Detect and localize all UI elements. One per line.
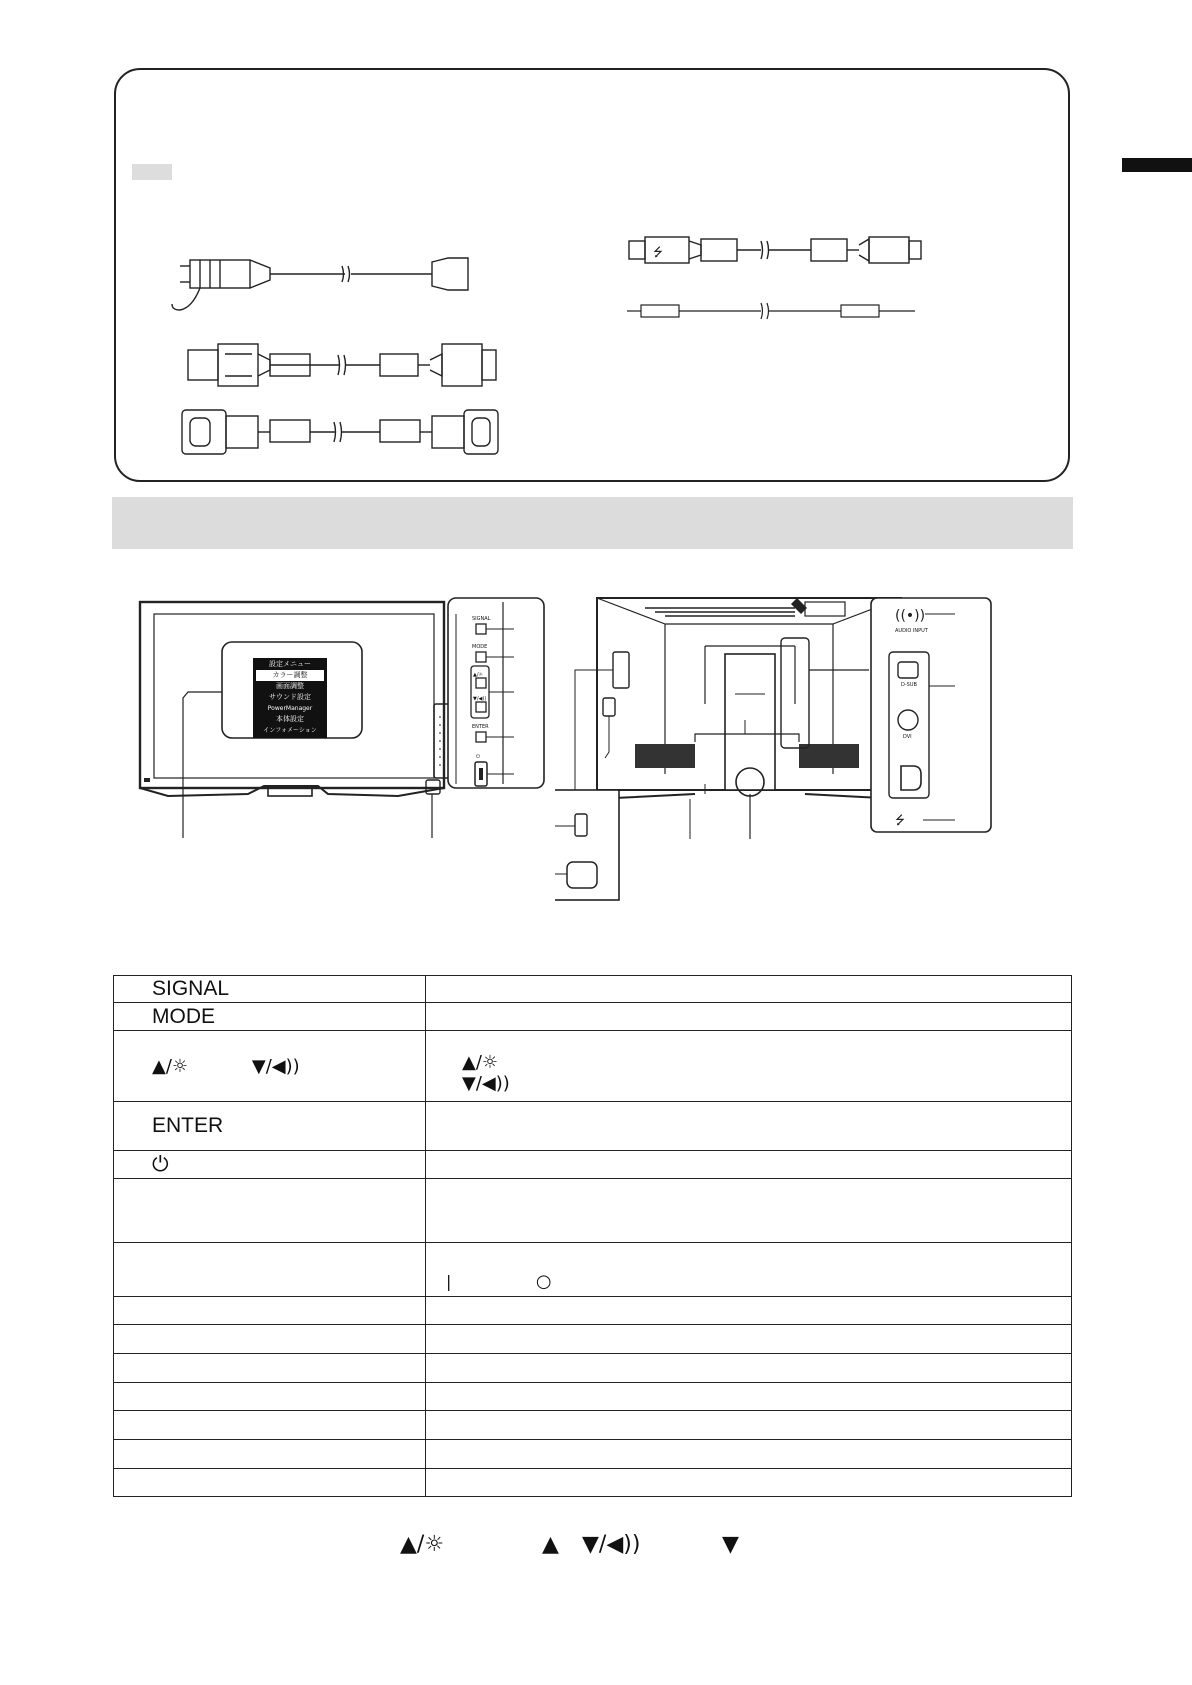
row-desc bbox=[426, 1354, 1072, 1383]
table-row bbox=[114, 1440, 1072, 1469]
dsub-label: D-SUB bbox=[901, 682, 917, 688]
table-row bbox=[114, 1031, 1072, 1102]
row-desc bbox=[426, 1383, 1072, 1411]
row-desc bbox=[426, 1151, 1072, 1179]
osd-menu-item-4[interactable]: 本体設定 bbox=[276, 715, 304, 723]
row-label bbox=[114, 1383, 426, 1411]
table-row bbox=[114, 1354, 1072, 1383]
row-desc bbox=[426, 1179, 1072, 1243]
note-chip bbox=[132, 164, 172, 180]
row-label bbox=[114, 1354, 426, 1383]
signal-cable-dsub-illustration bbox=[188, 344, 496, 386]
parts-table bbox=[113, 975, 1072, 1497]
zoomed-power-panel bbox=[555, 790, 619, 900]
section-header-band bbox=[112, 497, 1073, 549]
row-desc bbox=[426, 1469, 1072, 1497]
audio-cable-illustration bbox=[627, 303, 915, 319]
osd-menu-item-5[interactable]: インフォメーション bbox=[263, 727, 317, 734]
switch-off-symbol: ○ bbox=[535, 1271, 552, 1292]
table-row bbox=[114, 1179, 1072, 1243]
row-desc-arrows bbox=[426, 1031, 1072, 1102]
front-view-diagram bbox=[128, 594, 588, 854]
table-row bbox=[114, 1383, 1072, 1411]
audio-input-label: AUDIO INPUT bbox=[895, 628, 928, 634]
audio-input-icon: ((•)) bbox=[895, 608, 926, 624]
row-desc bbox=[426, 1325, 1072, 1354]
footer-down-symbol: ▼/◀)) bbox=[582, 1532, 641, 1557]
table-row bbox=[114, 1003, 1072, 1031]
rear-view-diagram bbox=[555, 594, 1085, 964]
osd-menu-item-0[interactable]: カラー調整 bbox=[256, 670, 324, 681]
up-brightness-symbol: ▲/☼ bbox=[152, 1056, 189, 1077]
switch-on-symbol: | bbox=[446, 1272, 452, 1291]
row-label bbox=[114, 1440, 426, 1469]
desc-down-symbol: ▼/◀)) bbox=[462, 1073, 510, 1094]
row-label-power: ⏻ bbox=[114, 1151, 426, 1179]
signal-button-label: SIGNAL bbox=[472, 616, 491, 622]
power-button-label: ⏻ bbox=[476, 754, 480, 760]
footer-up-arrow: ▲ bbox=[542, 1532, 559, 1557]
table-row bbox=[114, 1297, 1072, 1325]
osd-menu bbox=[253, 658, 327, 738]
table-row bbox=[114, 1102, 1072, 1151]
row-desc bbox=[426, 976, 1072, 1003]
row-label: SIGNAL bbox=[114, 976, 426, 1003]
up-button-label: ▲/☼ bbox=[473, 672, 484, 678]
power-cord-illustration bbox=[172, 258, 468, 310]
mode-button-label: MODE bbox=[472, 644, 488, 650]
row-label bbox=[114, 1411, 426, 1440]
row-label bbox=[114, 1243, 426, 1297]
row-desc bbox=[426, 1003, 1072, 1031]
table-row bbox=[114, 1325, 1072, 1354]
osd-menu-title: 設定メニュー bbox=[269, 660, 311, 668]
row-label bbox=[114, 1297, 426, 1325]
osd-menu-item-1[interactable]: 画面調整 bbox=[276, 682, 304, 690]
desc-up-symbol: ▲/☼ bbox=[462, 1052, 499, 1073]
row-label: ENTER bbox=[114, 1102, 426, 1151]
cable-illustrations-left bbox=[170, 230, 500, 480]
row-desc bbox=[426, 1297, 1072, 1325]
row-desc bbox=[426, 1102, 1072, 1151]
osd-menu-item-2[interactable]: サウンド設定 bbox=[269, 693, 311, 701]
table-row bbox=[114, 1151, 1072, 1179]
down-button-label: ▼/◀)) bbox=[473, 696, 487, 702]
footer-down-arrow: ▼ bbox=[722, 1532, 739, 1557]
dvi-label: DVI bbox=[903, 734, 912, 740]
stand bbox=[725, 654, 775, 790]
row-label bbox=[114, 1469, 426, 1497]
footer-up-symbol: ▲/☼ bbox=[400, 1532, 445, 1557]
usb-icon: ⭍ bbox=[895, 813, 905, 827]
signal-cable-dvi-illustration bbox=[182, 410, 498, 454]
row-desc-switch bbox=[426, 1243, 1072, 1297]
row-label: MODE bbox=[114, 1003, 426, 1031]
usb-cable-illustration bbox=[629, 237, 921, 263]
down-volume-symbol: ▼/◀)) bbox=[251, 1056, 300, 1077]
row-label bbox=[114, 1325, 426, 1354]
enter-button-label: ENTER bbox=[472, 724, 489, 730]
zoomed-button-panel bbox=[448, 598, 544, 788]
table-row bbox=[114, 1469, 1072, 1497]
table-row bbox=[114, 1243, 1072, 1297]
row-label-arrows bbox=[114, 1031, 426, 1102]
speaker-left bbox=[635, 744, 695, 768]
osd-menu-item-3[interactable]: PowerManager bbox=[267, 705, 313, 712]
table-row bbox=[114, 976, 1072, 1003]
table-row bbox=[114, 1411, 1072, 1440]
language-tab-marker bbox=[1122, 158, 1192, 172]
row-label bbox=[114, 1179, 426, 1243]
row-desc bbox=[426, 1440, 1072, 1469]
cable-illustrations-right bbox=[625, 235, 925, 325]
svg-text:⭍: ⭍ bbox=[653, 245, 663, 259]
row-desc bbox=[426, 1411, 1072, 1440]
